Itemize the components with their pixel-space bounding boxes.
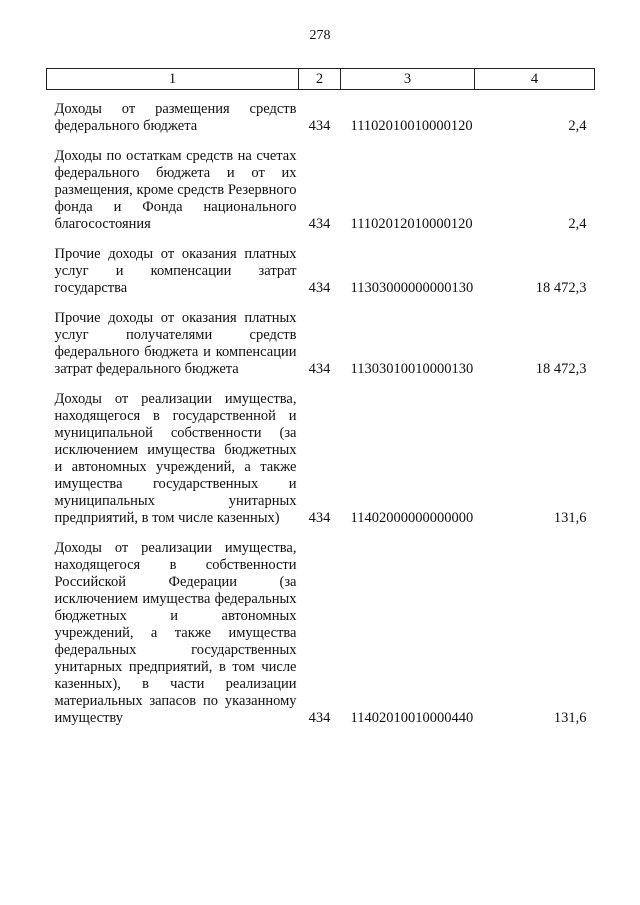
row-amount: 2,4	[568, 118, 587, 134]
row-amount: 2,4	[568, 216, 587, 232]
budget-table	[46, 68, 595, 727]
row-amount: 131,6	[553, 710, 587, 726]
row-admin-code: 434	[308, 118, 331, 134]
row-admin-code: 434	[308, 710, 331, 726]
page-number: 278	[309, 28, 331, 43]
header-col-1: 1	[47, 69, 299, 90]
table-row	[47, 527, 595, 727]
row-classification-code: 11102010010000120	[350, 118, 473, 134]
table-row	[47, 233, 595, 297]
table-row	[47, 297, 595, 378]
row-admin-code: 434	[308, 280, 331, 296]
row-description: Прочие доходы от оказания платных услуг и компенсации затрат государства	[54, 246, 297, 296]
row-admin-code: 434	[308, 361, 331, 377]
row-classification-code: 11303010010000130	[350, 361, 474, 377]
row-description: Доходы по остаткам средств на счетах федерального бюджета и от их размещения, кроме средств Резервного фонда и Фонда национального благосостояния	[54, 148, 297, 232]
header-col-4: 4	[475, 69, 595, 90]
table-row	[47, 378, 595, 527]
row-classification-code: 11303000000000130	[350, 280, 474, 296]
table-row	[47, 90, 595, 136]
table-body	[47, 90, 595, 728]
row-classification-code: 11402000000000000	[350, 510, 474, 526]
header-col-3: 3	[341, 69, 475, 90]
row-description: Прочие доходы от оказания платных услуг получателями средств федерального бюджета и компенсации затрат федерального бюджета	[54, 310, 297, 377]
table-row	[47, 135, 595, 233]
header-col-2: 2	[299, 69, 341, 90]
row-admin-code: 434	[308, 510, 331, 526]
row-description: Доходы от размещения средств федерального бюджета	[54, 101, 297, 134]
row-classification-code: 11402010010000440	[350, 710, 474, 726]
row-amount: 18 472,3	[535, 361, 587, 377]
row-description: Доходы от реализации имущества, находящегося в государственной и муниципальной собственности (за исключением имущества бюджетных и автономных учреждений, а также имущества государственных и муниципальных унитарных предприятий, в том числе казенных)	[54, 391, 297, 526]
row-amount: 18 472,3	[535, 280, 587, 296]
row-description: Доходы от реализации имущества, находящегося в собственности Российской Федерации (за исключением имущества федеральных бюджетных и автономных учреждений, а также имущества федеральных государственных унитарных предприятий, в том числе казенных), в части реализации материальных запасов по указанному имуществу	[54, 540, 297, 726]
row-classification-code: 11102012010000120	[350, 216, 473, 232]
row-admin-code: 434	[308, 216, 331, 232]
row-amount: 131,6	[553, 510, 587, 526]
table-header	[47, 69, 595, 90]
